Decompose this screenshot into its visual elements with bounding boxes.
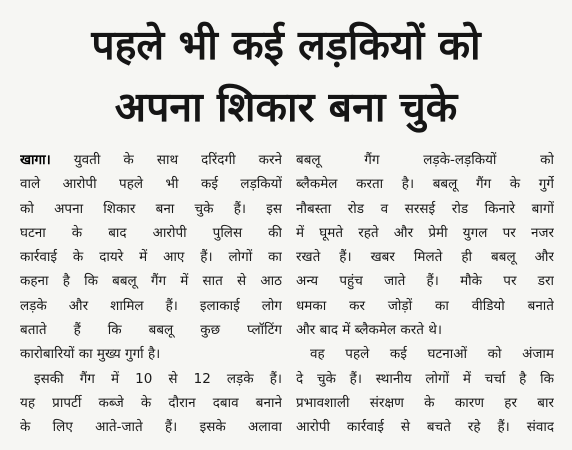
- article-line: वाले आरोपी पहले भी कई लड़कियों: [20, 176, 282, 193]
- article-line: और बाद में ब्लैकमेल करते थे।: [296, 322, 442, 339]
- article-line: बताते हैं कि बबलू कुछ प्लॉटिंग: [20, 322, 282, 339]
- article-column-right: [296, 148, 554, 446]
- article-line: कार्रवाई के दायरे में आए हैं। लोगों का: [20, 249, 282, 266]
- article-line: को अपना शिकार बना चुके हैं। इस: [20, 200, 282, 217]
- article-line: कहना है कि बबलू गैंग में सात से आठ: [20, 273, 282, 290]
- article-line: कारोबारियों का मुख्य गुर्गा है।: [20, 346, 161, 363]
- article-line: घटना के बाद आरोपी पुलिस की: [20, 224, 282, 241]
- article-line: यह प्रापर्टी कब्जे के दौरान दबाव बनाने: [20, 394, 282, 411]
- article-line: दे चुके हैं। स्थानीय लोगों में चर्चा है कि: [296, 370, 554, 387]
- article-line: बबलू गैंग लड़के-लड़कियों को: [296, 152, 554, 168]
- article-line: धमका कर जोड़ों का वीडियो बनाते: [296, 297, 554, 314]
- headline-line-2: अपना शिकार बना चुके: [114, 83, 458, 131]
- article-line: के लिए आते-जाते हैं। इसके अलावा: [20, 419, 282, 436]
- dateline: खागा।: [20, 152, 51, 168]
- article-line: वह पहले कई घटनाओं को अंजाम: [310, 346, 554, 363]
- article-line: प्रभावशाली संरक्षण के कारण हर बार: [296, 394, 554, 411]
- article-line: में घूमते रहते और प्रेमी युगल पर नजर: [296, 224, 554, 241]
- article-line: ब्लैकमेल करता है। बबलू गैंग के गुर्गे: [296, 176, 554, 193]
- article-line: इसकी गैंग में 10 से 12 लड़के हैं।: [34, 370, 282, 387]
- article-line: नौबस्ता रोड व सरसई रोड किनारे बागों: [296, 200, 554, 217]
- article-line: अन्य पहुंच जाते हैं। मौके पर डरा: [296, 273, 554, 290]
- article-line: आरोपी कार्रवाई से बचते रहे हैं। संवाद: [296, 419, 554, 436]
- article-column-left: [20, 148, 282, 446]
- article-line: खागा। युवती के साथ दरिंदगी करने: [20, 152, 282, 168]
- headline-line-1: पहले भी कई लड़कियों को: [91, 21, 481, 69]
- article-line: लड़के और शामिल हैं। इलाकाई लोग: [20, 297, 282, 314]
- article-line: रखते हैं। खबर मिलते ही बबलू और: [296, 249, 554, 266]
